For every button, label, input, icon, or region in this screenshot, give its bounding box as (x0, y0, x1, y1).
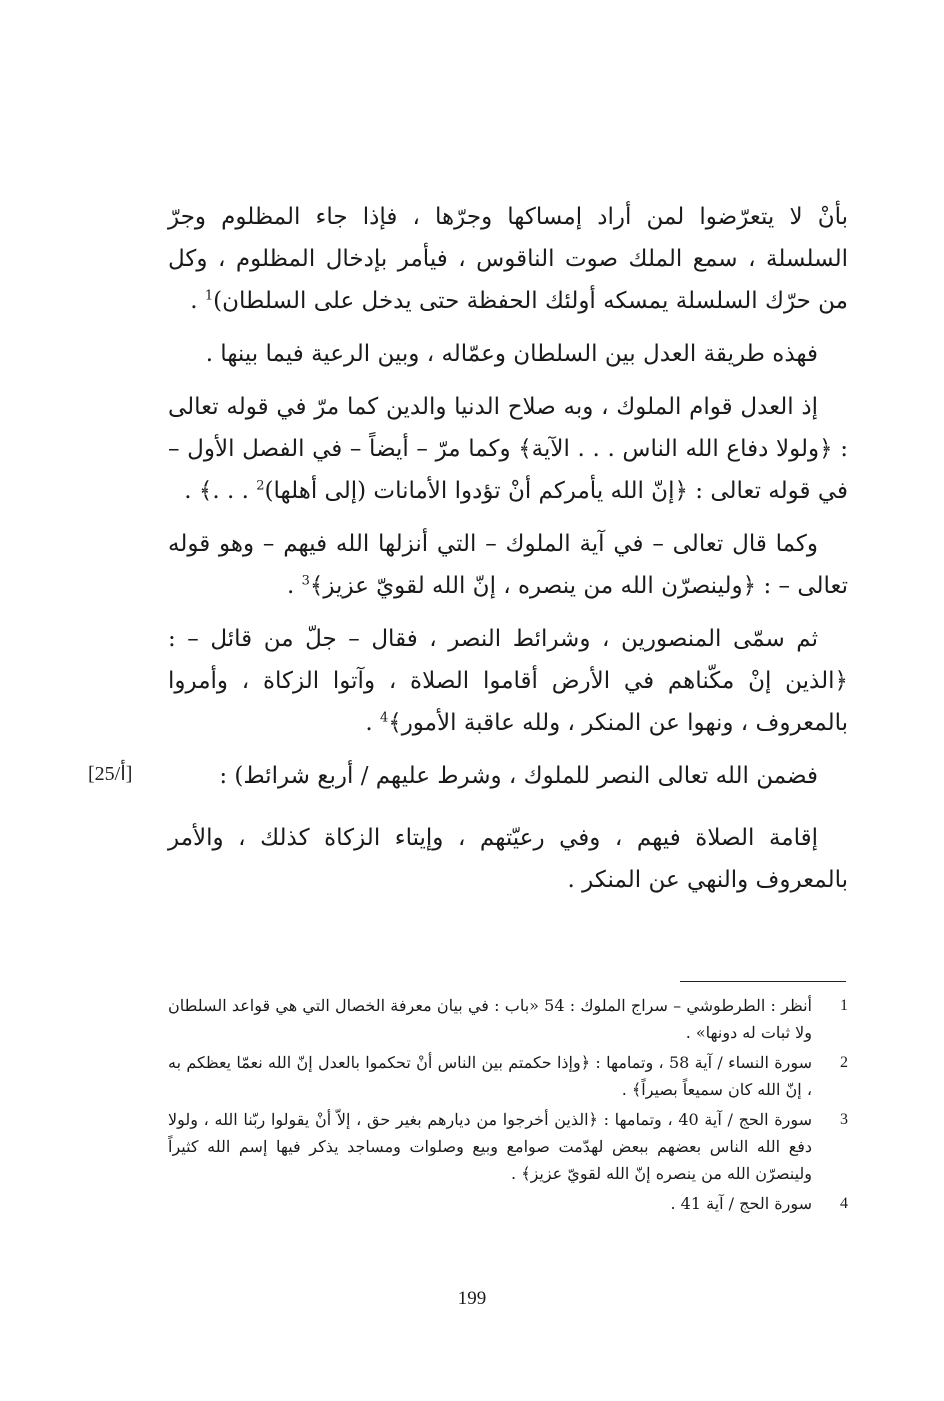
footnote-number: 1 (840, 997, 848, 1014)
paragraph-text: فهذه طريقة العدل بين السلطان وعمّاله ، وبين الرعية فيما بينها . (205, 341, 818, 367)
paragraph-4 (168, 523, 848, 607)
paragraph-tail: . . .﴾ . (184, 478, 257, 504)
paragraph-2 (168, 333, 848, 375)
manuscript-folio-marker: [25/أ] (88, 763, 133, 785)
footnote-4 (168, 1190, 848, 1217)
footnote-reference-3: 3 (301, 573, 310, 589)
paragraph-5 (168, 618, 848, 744)
paragraph-3 (168, 386, 848, 512)
paragraph-text: بأنْ لا يتعرّضوا لمن أراد إمساكها وجرّها ، فإذا جاء المظلوم وجرّ السلسلة ، سمع الملك صوت الناقوس ، فيأمر بإدخال المظلوم ، وكل من حرّك السلسلة يمسكه أولئك الحفظة حتى يدخل على السلطان) (168, 204, 848, 314)
paragraph-text: إذ العدل قوام الملوك ، وبه صلاح الدنيا والدين كما مرّ في قوله تعالى : ﴿ولولا دفاع الله الناس . . . الآية﴾ وكما مرّ – أيضاً – في الفصل الأول – في قوله تعالى : ﴿إنّ الله يأمركم أنْ تؤدوا الأمانات (إلى أهلها) (168, 394, 848, 504)
footnote-text: سورة الحج / آية 40 ، وتمامها : ﴿الذين أخرجوا من ديارهم بغير حق ، إلاّ أنْ يقولوا ربّنا الله ، ولولا دفع الله الناس بعضهم ببعض لهدّمت صوامع وبيع وصلوات ومساجد يذكر فيها إسم الله كثيراً ولينصرّن الله من ينصره إنّ الله لقويّ عزيز﴾ . (168, 1110, 813, 1183)
paragraph-1 (168, 196, 848, 322)
footnote-number: 4 (840, 1195, 848, 1212)
footnote-number: 3 (840, 1111, 848, 1128)
paragraph-tail: . (365, 710, 380, 736)
footnote-reference-1: 1 (204, 288, 214, 304)
paragraph-7 (168, 817, 848, 901)
footnote-2 (168, 1049, 848, 1103)
paragraph-text: فضمن الله تعالى النصر للملوك ، وشرط عليهم / أربع شرائط) : (219, 763, 818, 789)
footnote-reference-2: 2 (256, 478, 265, 494)
paragraph-tail: . (286, 573, 302, 599)
footnote-1 (168, 992, 848, 1046)
main-text (168, 196, 848, 912)
footnote-text: أنظر : الطرطوشي – سراج الملوك : 54 «باب : في بيان معرفة الخصال التي هي قواعد السلطان ولا ثبات له دونها» . (168, 996, 813, 1042)
footnote-3 (168, 1106, 848, 1187)
paragraph-text: وكما قال تعالى – في آية الملوك – التي أنزلها الله فيهم – وهو قوله تعالى – : ﴿ولينصرّن الله من ينصره ، إنّ الله لقويّ عزيز﴾ (168, 531, 848, 599)
paragraph-text: ثم سمّى المنصورين ، وشرائط النصر ، فقال – جلّ من قائل – : ﴿الذين إنْ مكّناهم في الأرض أقاموا الصلاة ، وآتوا الزكاة ، وأمروا بالمعروف ، ونهوا عن المنكر ، ولله عاقبة الأمور﴾ (168, 626, 848, 736)
paragraph-6 (168, 755, 848, 797)
footnote-text: سورة الحج / آية 41 . (670, 1194, 812, 1213)
paragraph-text: إقامة الصلاة فيهم ، وفي رعيّتهم ، وإيتاء الزكاة كذلك ، والأمر بالمعروف والنهي عن المنكر . (168, 825, 848, 893)
footnote-reference-4: 4 (379, 710, 389, 726)
footnote-text: سورة النساء / آية 58 ، وتمامها : ﴿وإذا حكمتم بين الناس أنْ تحكموا بالعدل إنّ الله نعمّا يعظكم به ، إنّ الله كان سميعاً بصيراً﴾ . (168, 1053, 812, 1099)
paragraph-tail: . (190, 288, 205, 314)
footnote-number: 2 (840, 1054, 848, 1071)
footnote-separator (680, 981, 846, 982)
footnotes (168, 992, 848, 1220)
page-number: 199 (457, 1288, 487, 1309)
